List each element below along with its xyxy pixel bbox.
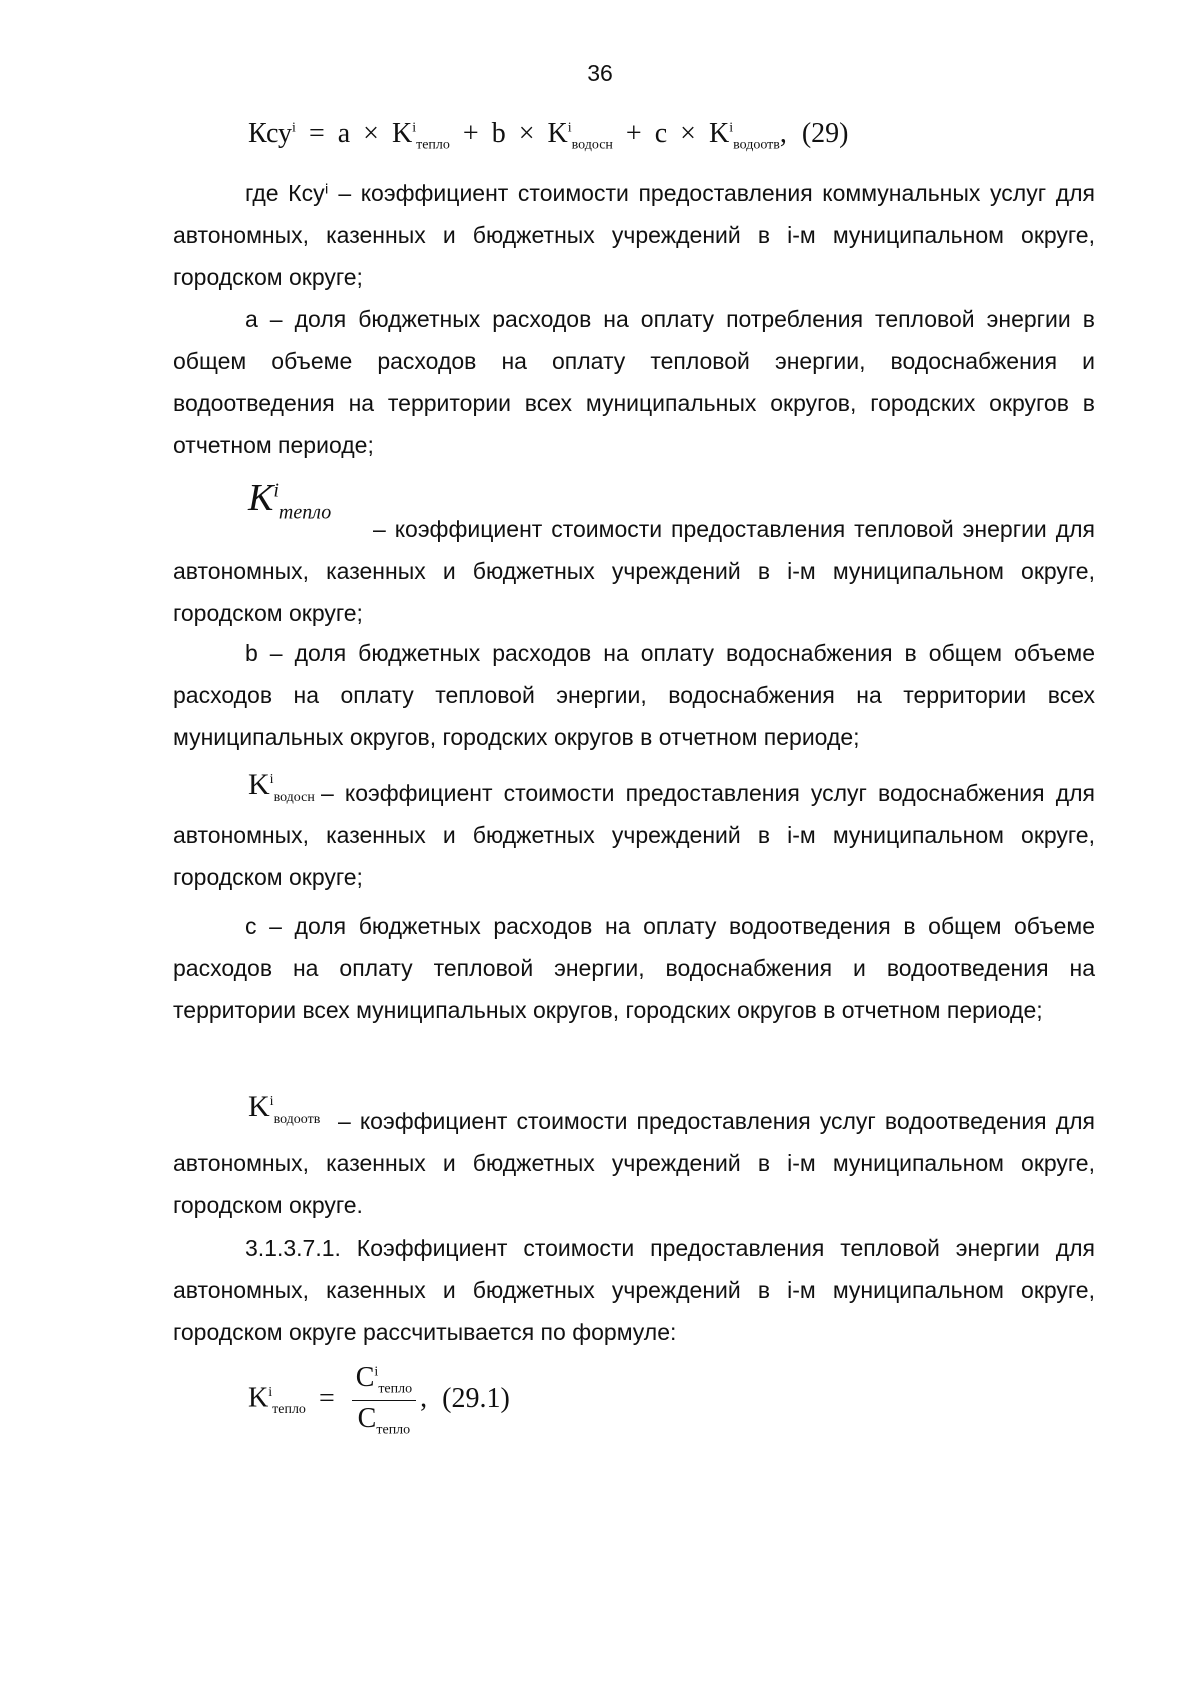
formula-number: (29.1) [442,1382,510,1414]
fraction [352,1362,416,1438]
formula-lhs-sup: i [268,1385,273,1401]
page-number: 36 [587,60,613,86]
plus-sign: + [625,118,642,149]
formula-lhs-sup: i [292,120,296,136]
coef-a: a [337,118,351,149]
paragraph-section-3-1-3-7-1: 3.1.3.7.1. Коэффициент стоимости предоставления тепловой энергии для автономных, казенных и бюджетных учреждений в i-м муниципальном округе, городском округе рассчитывается по формуле: [173,1235,1095,1345]
formula-comma: , [420,1382,428,1414]
equals-sign: = [308,118,325,149]
equals-sign: = [318,1382,335,1414]
k-sub-teplo: тепло [416,137,450,153]
paragraph-c-definition: c – доля бюджетных расходов на оплату водоотведения в общем объеме расходов на оплату тепловой энергии, водоснабжения и водоотведения на территории всех муниципальных округов, городских округов в отчетном периоде; [173,913,1095,1023]
k-sub-vodosn: водосн [571,137,613,153]
symbol-k-sub: тепло [278,501,332,524]
formula-lhs [248,118,296,149]
k-sup: i [729,120,734,136]
formula-number: (29) [801,118,849,149]
formula-29-1 [248,1362,510,1438]
symbol-k-base: K [248,1090,270,1123]
k-sup: i [412,120,417,136]
paragraph-k-teplo-definition [173,508,1095,634]
paragraph-k-vodosn-text: – коэффициент стоимости предоставления услуг водоснабжения для автономных, казенных и бюджетных учреждений в i-м муниципальном округе, городском округе; [173,780,1095,890]
symbol-k-base: K [248,768,270,801]
paragraph-b-definition: b – доля бюджетных расходов на оплату водоснабжения в общем объеме расходов на оплату тепловой энергии, водоснабжения на территории всех муниципальных округов, городских округов в отчетном периоде; [173,640,1095,750]
k-symbol: K [547,118,568,149]
formula-29 [248,118,849,154]
fraction-denominator [352,1401,416,1439]
paragraph-k-vodootv-text: – коэффициент стоимости предоставления услуг водоотведения для автономных, казенных и бюджетных учреждений в i-м муниципальном округе, городском округе. [173,1108,1095,1218]
paragraph-ksu-definition: где Ксуⁱ – коэффициент стоимости предоставления коммунальных услуг для автономных, казенных и бюджетных учреждений в i-м муниципальном округе, городском округе; [173,180,1095,290]
times-sign: × [680,118,696,149]
symbol-k-sup: i [269,772,274,787]
denominator-sub: тепло [376,1422,411,1438]
fraction-numerator [352,1362,416,1401]
formula-lhs-base: Ксу [248,118,293,149]
k-sub-vodootv: водоотв [733,137,780,153]
denominator-base: C [357,1402,377,1434]
symbol-k-sup: i [273,479,279,502]
symbol-k-sub: водоотв [273,1112,321,1127]
paragraph-k-vodosn-definition [173,772,1095,898]
numerator-sup: i [374,1364,379,1380]
times-sign: × [363,118,379,149]
times-sign: × [518,118,535,149]
symbol-k-sup: i [269,1094,274,1109]
plus-sign: + [462,118,479,149]
paragraph-k-vodootv-definition [173,1100,1095,1226]
k-symbol: K [391,118,413,149]
k-sup: i [567,120,572,136]
symbol-k-base: K [248,477,274,519]
numerator-sub: тепло [378,1381,413,1397]
paragraph-a-definition: a – доля бюджетных расходов на оплату потребления тепловой энергии в общем объеме расходов на оплату тепловой энергии, водоснабжения и водоотведения на территории всех муниципальных округов, городских округов в отчетном периоде; [173,306,1095,458]
formula-lhs-sub: тепло [272,1402,306,1418]
numerator-base: C [355,1362,375,1393]
formula-comma: , [779,118,787,149]
symbol-k-sub: водосн [273,790,315,805]
coef-c: c [654,118,668,149]
k-symbol: K [708,118,730,149]
paragraph-k-teplo-text: – коэффициент стоимости предоставления тепловой энергии для автономных, казенных и бюджетных учреждений в i-м муниципальном округе, городском округе; [173,516,1095,626]
coef-b: b [491,118,506,149]
formula-lhs-base: K [248,1382,269,1414]
